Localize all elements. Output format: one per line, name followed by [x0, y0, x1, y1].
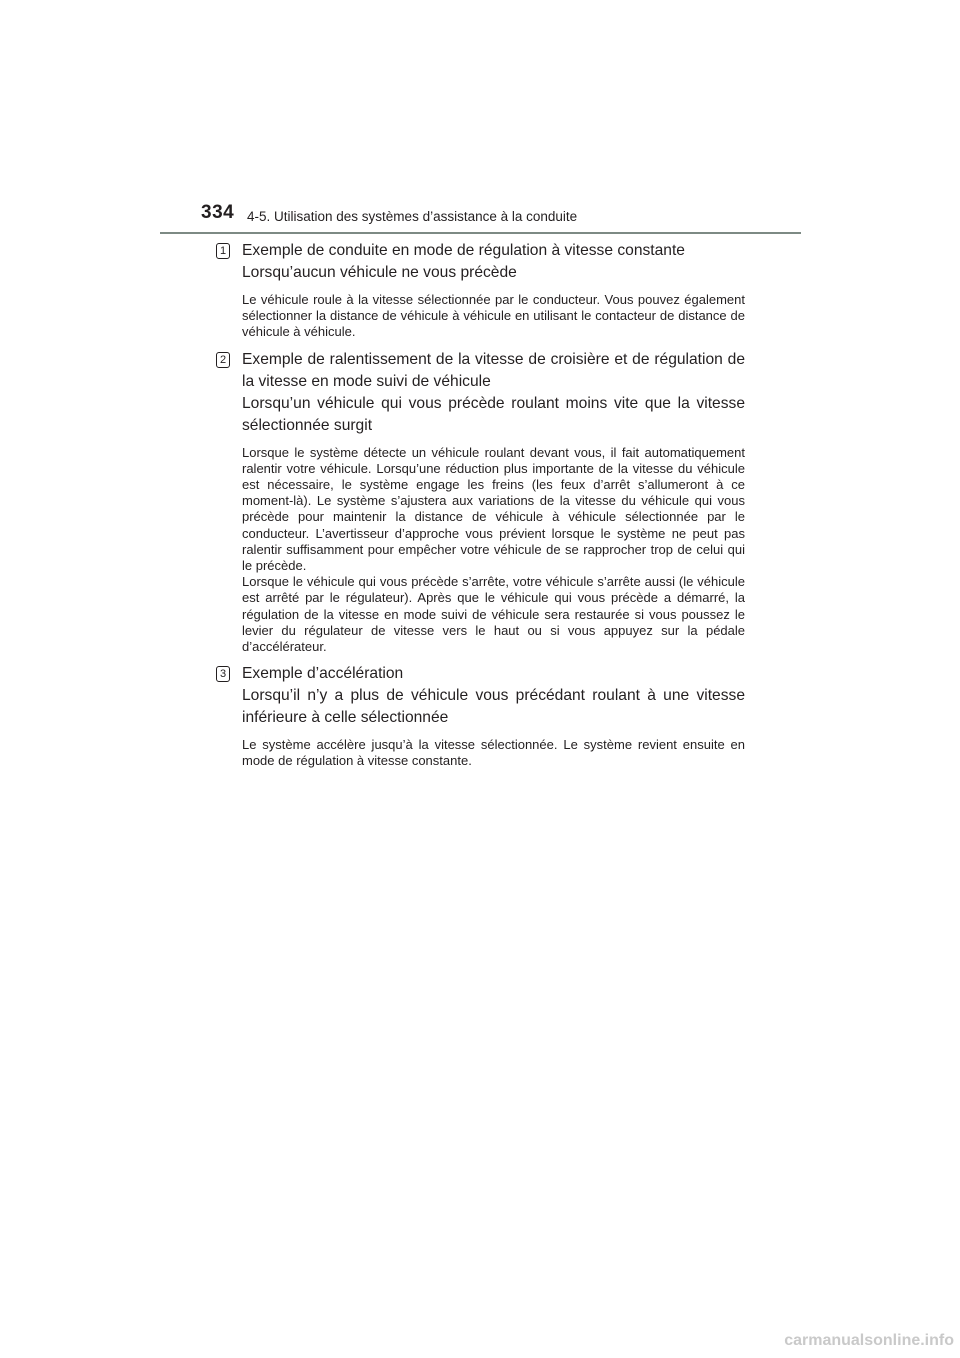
item-heading-line: Lorsqu’aucun véhicule ne vous précède — [242, 264, 517, 281]
item-paragraph: Le système accélère jusqu’à la vitesse sélectionnée. Le système revient ensuite en mode de régulation à vitesse constante. — [242, 737, 745, 769]
list-item-3 — [215, 663, 745, 769]
item-heading-line: Exemple de ralentissement de la vitesse de croisière et de régulation de la vitesse en mode suivi de véhicule — [242, 350, 745, 390]
item-heading — [242, 240, 745, 284]
header-divider — [160, 232, 801, 234]
list-item-1 — [215, 240, 745, 341]
item-heading-line: Exemple d’accélération — [242, 665, 404, 683]
item-heading-line: Lorsqu’un véhicule qui vous précède roulant moins vite que la vitesse sélectionnée surgit — [242, 394, 745, 434]
item-heading-line: Lorsqu’il n’y a plus de véhicule vous précédant roulant à une vitesse inférieure à celle sélectionnée — [242, 687, 745, 727]
item-paragraph: Lorsque le véhicule qui vous précède s’arrête, votre véhicule s’arrête aussi (le véhicule est arrêté par le régulateur). Après que le véhicule qui vous précède a démarré, la régulation de la vitesse en mode suivi de véhicule sera restaurée si vous poussez le levier du régulateur de vitesse vers le haut ou si vous appuyez sur la pédale d’accélérateur. — [242, 574, 745, 655]
item-body — [242, 737, 745, 769]
item-number-badge: 1 — [216, 243, 230, 259]
page-number: 334 — [201, 202, 235, 223]
item-number-badge: 3 — [216, 666, 230, 682]
item-paragraph: Lorsque le système détecte un véhicule roulant devant vous, il fait automatiquement ralentir votre véhicule. Lorsqu’une réduction plus importante de la vitesse du véhicule est nécessaire, le système engage les freins (les feux d’arrêt s’allumeront à ce moment-là). Le système s’ajustera aux variations de la vitesse du véhicule qui vous précède pour maintenir la distance de véhicule à véhicule sélectionnée par le conducteur. L’avertisseur d’approche vous prévient lorsque le système ne peut pas ralentir suffisamment pour empêcher votre véhicule de se rapprocher trop de celui qui le précède. — [242, 444, 745, 574]
item-heading-line: Exemple de conduite en mode de régulation à vitesse constante — [242, 242, 685, 259]
content-area — [215, 240, 745, 770]
item-body — [242, 445, 745, 656]
item-body — [242, 292, 745, 341]
item-paragraph: Le véhicule roule à la vitesse sélectionnée par le conducteur. Vous pouvez également sélectionner la distance de véhicule à véhicule en utilisant le contacteur de distance de véhicule à véhicule. — [242, 292, 745, 340]
watermark: carmanualsonline.info — [784, 1332, 954, 1349]
item-number-badge: 2 — [216, 352, 230, 368]
section-title: 4-5. Utilisation des systèmes d’assistance à la conduite — [247, 209, 578, 224]
list-item-2 — [215, 349, 745, 656]
item-heading — [242, 349, 745, 437]
item-heading — [242, 663, 745, 729]
